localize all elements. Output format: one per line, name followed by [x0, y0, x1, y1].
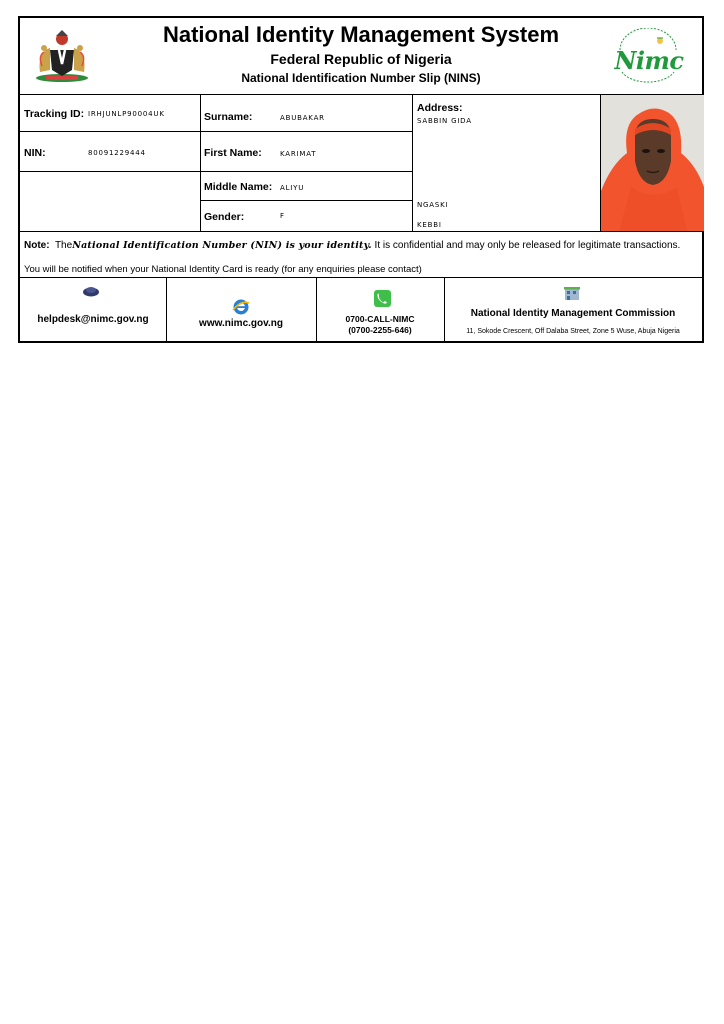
gender-value: F [280, 212, 285, 220]
slip-title: National Identification Number Slip (NINS) [241, 71, 481, 85]
divider [20, 171, 200, 172]
tracking-id-value: IRHJUNLP90004UK [88, 110, 165, 118]
nimc-logo-text: Nimc [614, 46, 684, 75]
divider [200, 94, 201, 231]
divider [20, 131, 200, 132]
divider [20, 277, 702, 278]
organization-address: 11, Sokode Crescent, Off Dalaba Street, Zone 5 Wuse, Abuja Nigeria [466, 328, 680, 335]
helpdesk-email[interactable]: helpdesk@nimc.gov.ng [37, 314, 149, 325]
phone-number[interactable]: 0700-CALL-NIMC [345, 314, 415, 324]
building-icon [564, 286, 580, 300]
address-line: SABBIN GIDA [417, 117, 472, 125]
holder-photo [601, 95, 704, 231]
nin-label: NIN: [24, 147, 46, 159]
first-name-label: First Name: [204, 147, 262, 159]
divider [200, 171, 412, 172]
divider [166, 277, 167, 343]
middle-name-label: Middle Name: [204, 181, 273, 193]
address-line: KEBBI [417, 221, 442, 229]
address-line: NGASKI [417, 201, 449, 209]
tracking-id-label: Tracking ID: [24, 108, 85, 120]
first-name-value: KARIMAT [280, 150, 317, 158]
note-rest: It is confidential and may only be released for legitimate transactions. [371, 240, 681, 251]
surname-value: ABUBAKAR [280, 114, 325, 122]
note-label: Note: [24, 240, 50, 251]
phone-number-digits[interactable]: (0700-2255-646) [348, 325, 412, 335]
note-line-2: You will be notified when your National Identity Card is ready (for any enquiries please contact) [24, 264, 422, 275]
mail-icon [82, 285, 100, 297]
page-subtitle: Federal Republic of Nigeria [270, 51, 452, 67]
browser-icon [232, 298, 250, 316]
website-link[interactable]: www.nimc.gov.ng [199, 318, 283, 329]
nin-value: 80091229444 [88, 149, 146, 157]
phone-icon [374, 290, 391, 307]
note-prefix: The [54, 240, 73, 251]
divider [412, 94, 413, 231]
address-label: Address: [417, 102, 463, 114]
nin-slip [18, 16, 704, 343]
divider [200, 200, 412, 201]
divider [200, 131, 412, 132]
note-emphasis: National Identification Number (NIN) is your identity. [72, 240, 372, 251]
note-line [24, 240, 680, 251]
organization-name: National Identity Management Commission [470, 308, 676, 319]
divider [20, 231, 702, 232]
gender-label: Gender: [204, 211, 245, 223]
page-title: National Identity Management System [162, 22, 560, 47]
holder-photo-image [601, 95, 704, 231]
surname-label: Surname: [204, 111, 253, 123]
slip-header [20, 18, 702, 94]
middle-name-value: ALIYU [280, 184, 305, 192]
nimc-logo [610, 28, 686, 86]
